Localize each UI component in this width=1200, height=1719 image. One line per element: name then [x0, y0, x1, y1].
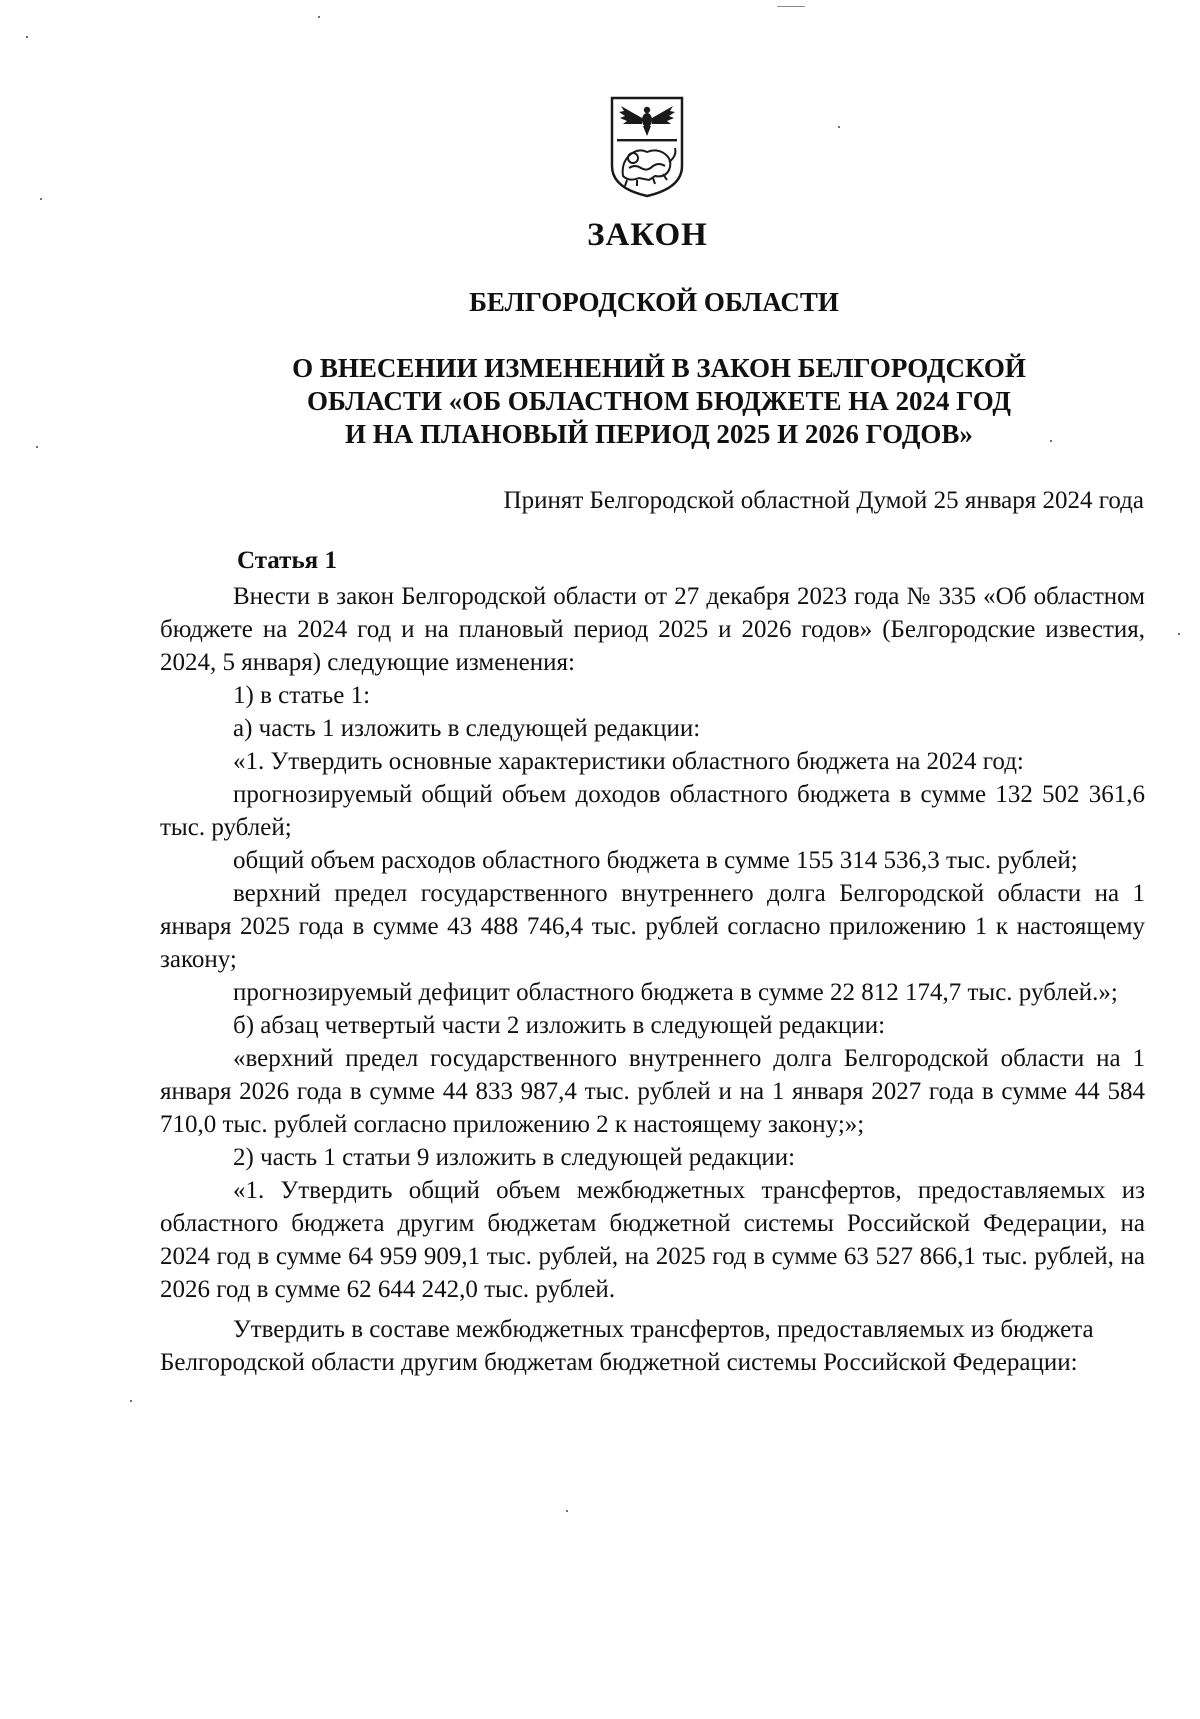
law-title-line: И НА ПЛАНОВЫЙ ПЕРИОД 2025 И 2026 ГОДОВ» — [345, 419, 973, 449]
adoption-note: Принят Белгородской областной Думой 25 января 2024 года — [503, 487, 1144, 514]
law-title-line: ОБЛАСТИ «ОБ ОБЛАСТНОМ БЮДЖЕТЕ НА 2024 ГОД — [306, 386, 1012, 416]
scan-speck — [40, 198, 42, 200]
article-paragraph: а) часть 1 изложить в следующей редакции: — [233, 715, 701, 742]
article-paragraph: б) абзац четвертый части 2 изложить в следующей редакции: — [233, 1012, 886, 1039]
law-title-line: О ВНЕСЕНИИ ИЗМЕНЕНИЙ В ЗАКОН БЕЛГОРОДСКОЙ — [292, 353, 1026, 383]
scan-speck — [36, 446, 38, 448]
scan-speck — [1050, 440, 1052, 442]
scan-speck — [566, 1510, 568, 1512]
belgorod-coat-of-arms-icon — [609, 96, 685, 198]
scan-speck — [838, 126, 840, 128]
scan-speck — [130, 1400, 132, 1402]
region-heading: БЕЛГОРОДСКОЙ ОБЛАСТИ — [469, 287, 839, 317]
document-type-heading: ЗАКОН — [587, 217, 708, 253]
scan-speck — [1178, 633, 1180, 635]
article-paragraph: Утвердить в составе межбюджетных трансфертов, предоставляемых из бюджета Белгородской области другим бюджетам бюджетной системы Российской Федерации: — [160, 1316, 1094, 1376]
law-title — [0, 352, 1200, 451]
article-paragraph: «1. Утвердить общий объем межбюджетных трансфертов, предоставляемых из областного бюджета другим бюджетам бюджетной системы Российской Федерации, на 2024 год в сумме 64 959 909,1 тыс. рублей, на 2025 год в сумме 63 527 866,1 тыс. рублей, на 2026 год в сумме 62 644 242,0 тыс. рублей. — [160, 1177, 1145, 1303]
article-paragraph: «верхний предел государственного внутреннего долга Белгородской области на 1 января 2026 года в сумме 44 833 987,4 тыс. рублей и на 1 января 2027 года в сумме 44 584 710,0 тыс. рублей согласно приложению 2 к настоящему закону;»; — [160, 1045, 1145, 1138]
scan-speck — [26, 36, 28, 38]
article-paragraph: 2) часть 1 статьи 9 изложить в следующей редакции: — [233, 1144, 796, 1171]
article-paragraph: «1. Утвердить основные характеристики областного бюджета на 2024 год: — [233, 748, 1024, 775]
article-paragraph: Внести в закон Белгородской области от 27 декабря 2023 года № 335 «Об областном бюджете на 2024 год и на плановый период 2025 и 2026 годов» (Белгородские известия, 2024, 5 января) следующие изменения: — [160, 583, 1145, 676]
article-paragraph: прогнозируемый общий объем доходов областного бюджета в сумме 132 502 361,6 тыс. рублей; — [160, 781, 1145, 841]
article-paragraph: общий объем расходов областного бюджета в сумме 155 314 536,3 тыс. рублей; — [233, 847, 1078, 874]
article-body — [160, 580, 1145, 1379]
article-paragraph: прогнозируемый дефицит областного бюджета в сумме 22 812 174,7 тыс. рублей.»; — [233, 979, 1118, 1006]
article-heading: Статья 1 — [237, 547, 337, 574]
scan-speck — [777, 6, 805, 7]
scan-speck — [318, 16, 320, 18]
article-paragraph: 1) в статье 1: — [233, 682, 371, 709]
article-paragraph: верхний предел государственного внутреннего долга Белгородской области на 1 января 2025 года в сумме 43 488 746,4 тыс. рублей согласно приложению 1 к настоящему закону; — [160, 880, 1145, 973]
